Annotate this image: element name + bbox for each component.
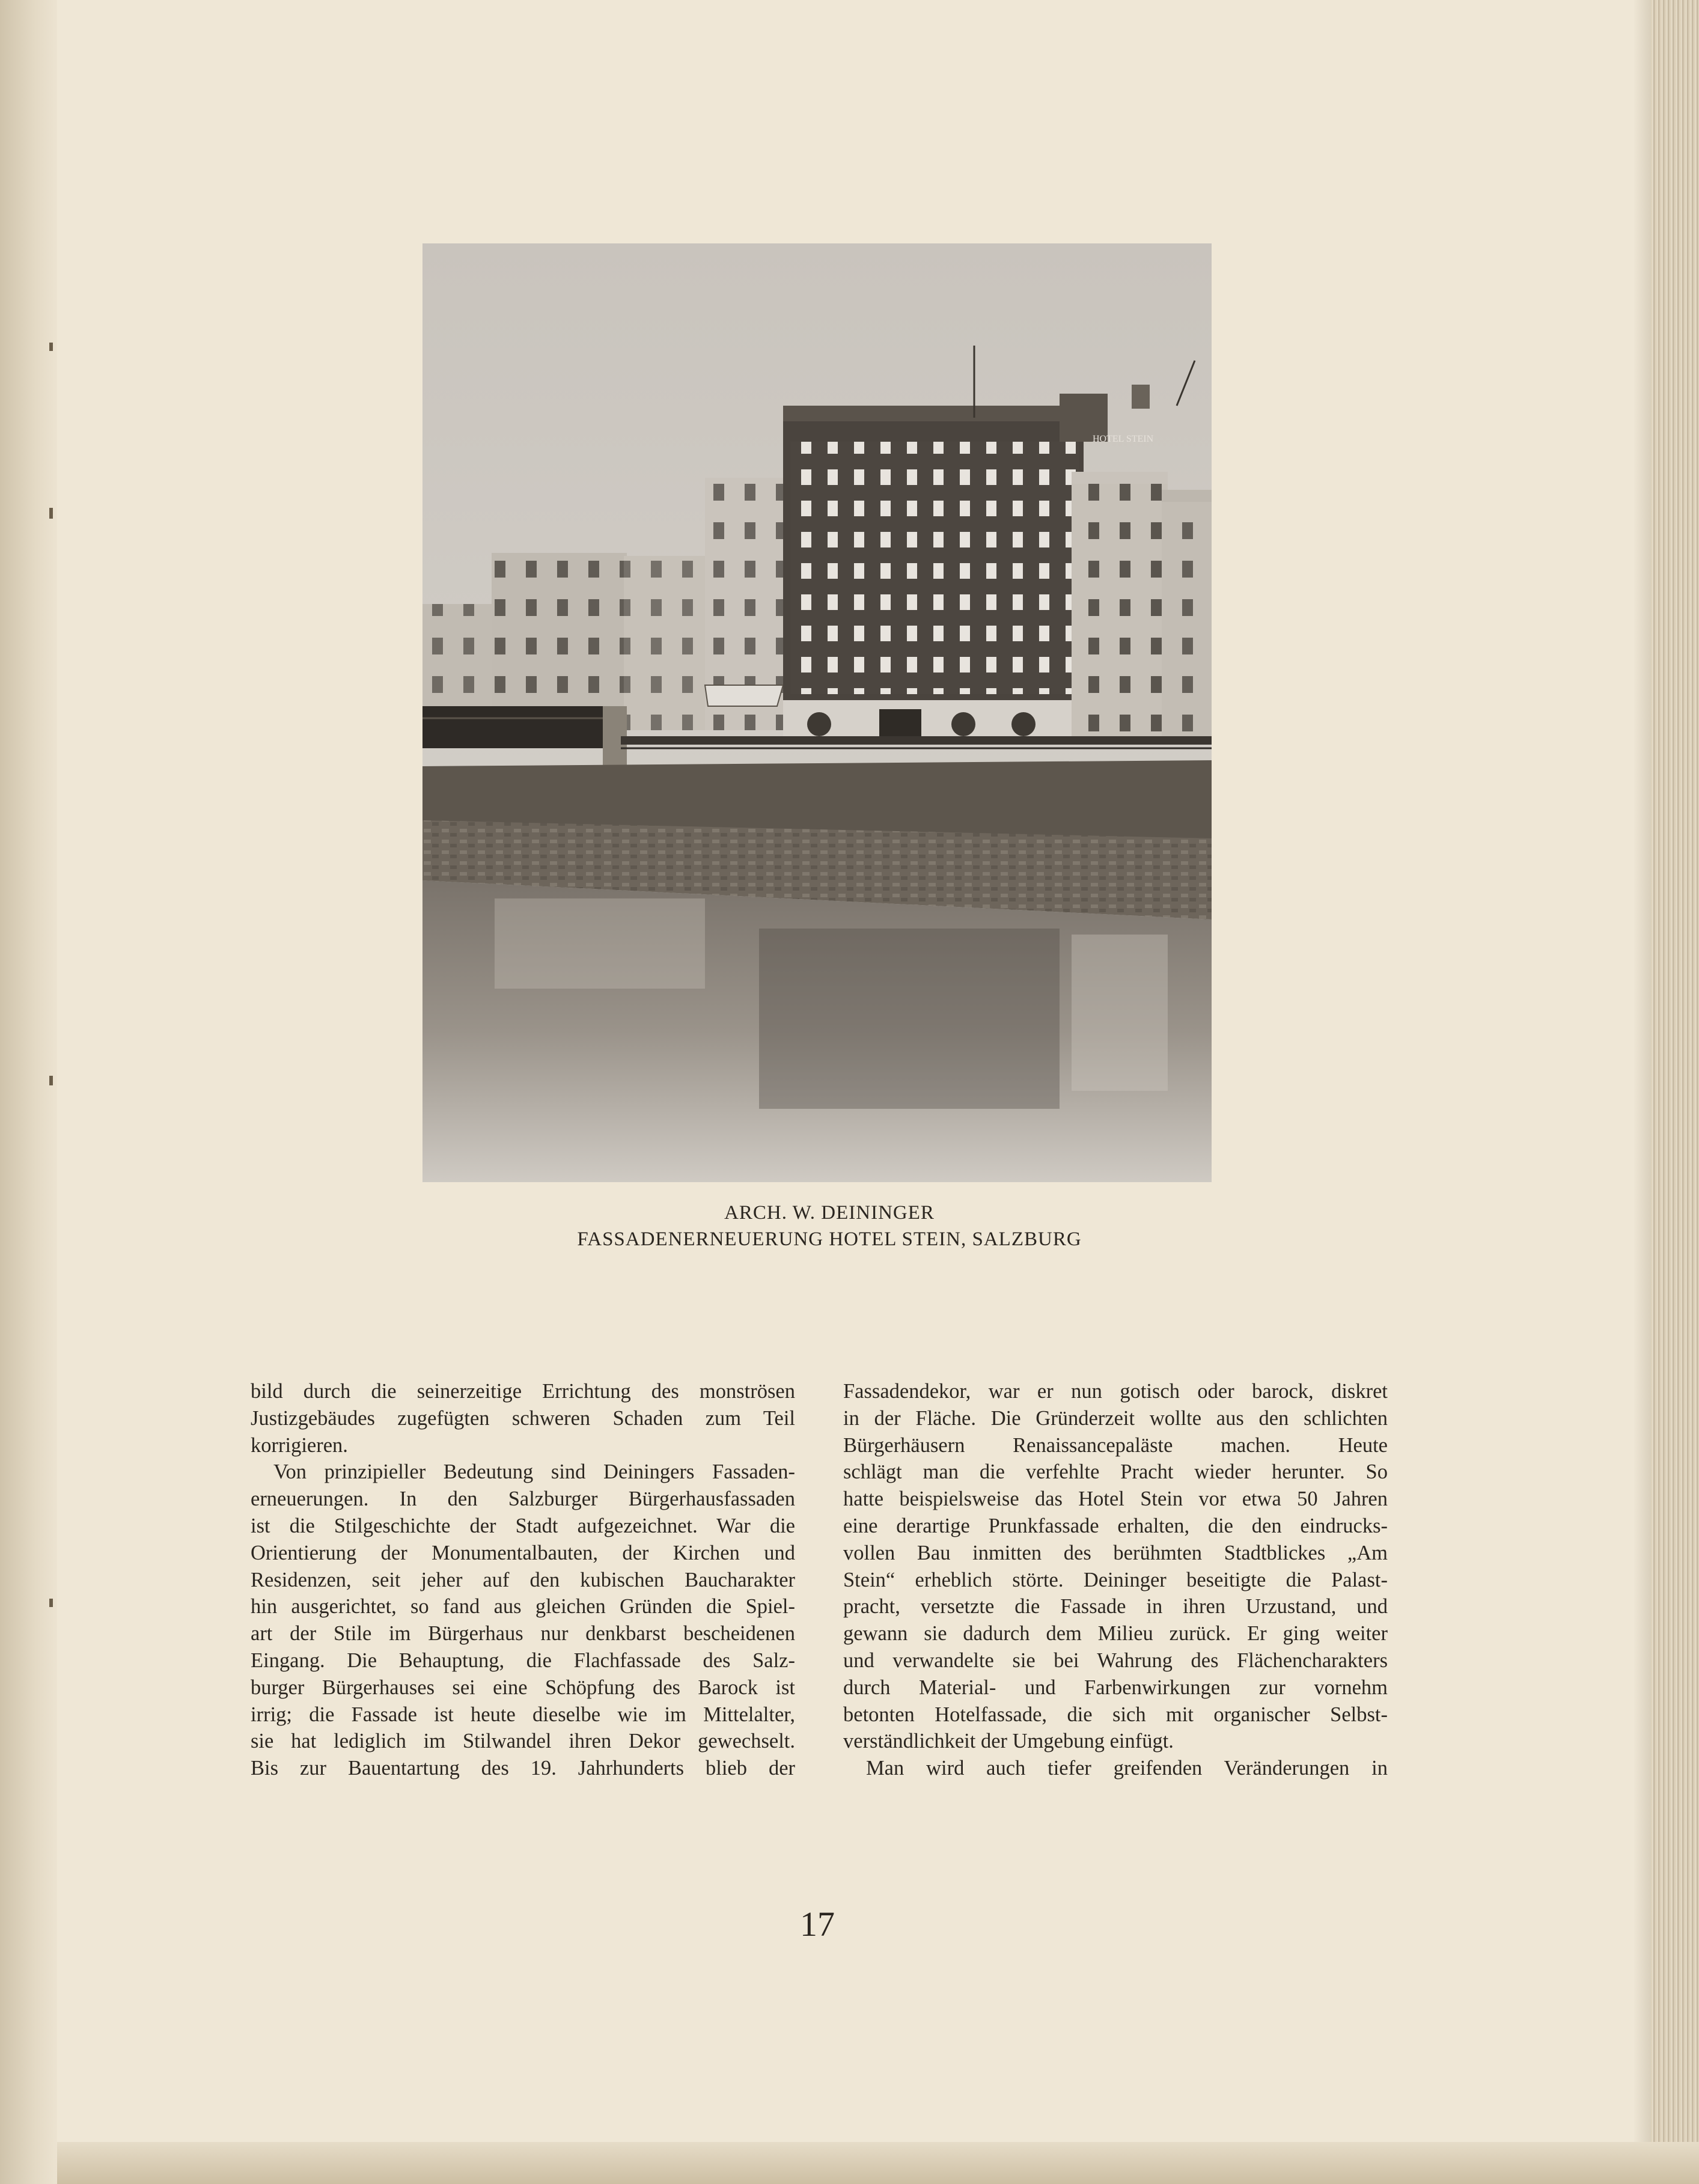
caption-architect: ARCH. W. DEININGER	[724, 1202, 935, 1224]
text-line: und verwandelte sie bei Wahrung des Flächencharakters	[843, 1649, 1388, 1672]
text-line: Bürgerhäusern Renaissancepaläste machen. Heute	[843, 1433, 1388, 1457]
text-line: betonten Hotelfassade, die sich mit organischer Selbst-	[843, 1703, 1388, 1726]
text-line: erneuerungen. In den Salzburger Bürgerhausfassaden	[251, 1487, 795, 1511]
text-line: ist die Stilgeschichte der Stadt aufgezeichnet. War die	[251, 1514, 795, 1537]
page-bottom-edge	[57, 2142, 1699, 2184]
text-line: Stein“ erheblich störte. Deininger beseitigte die Palast-	[843, 1568, 1388, 1591]
gutter-mark	[49, 1599, 53, 1607]
text-line: schlägt man die verfehlte Pracht wieder herunter. So	[843, 1460, 1388, 1484]
text-column-right	[843, 1378, 1388, 1782]
text-line: art der Stile im Bürgerhaus nur denkbarst bescheidenen	[251, 1622, 795, 1646]
text-line: sie hat lediglich im Stilwandel ihren Dekor gewechselt.	[251, 1730, 795, 1753]
gutter-mark	[49, 1076, 53, 1085]
text-line: Man wird auch tiefer greifenden Veränderungen in	[866, 1757, 1388, 1780]
page-gutter	[0, 0, 57, 2184]
text-line: gewann sie dadurch dem Milieu zurück. Er ging weiter	[843, 1622, 1388, 1646]
text-column-left	[251, 1378, 795, 1782]
text-line: burger Bürgerhauses sei eine Schöpfung des Barock ist	[251, 1676, 795, 1699]
hotel-sign-text: HOTEL STEIN	[1093, 434, 1154, 444]
page-number: 17	[800, 1905, 835, 1944]
text-line: hatte beispielsweise das Hotel Stein vor etwa 50 Jahren	[843, 1487, 1388, 1511]
gutter-mark	[49, 343, 53, 351]
text-line: Justizgebäudes zugefügten schweren Schaden zum Teil	[251, 1406, 795, 1430]
hotel-stein-photograph	[422, 243, 1212, 1182]
photo-illustration	[422, 243, 1212, 1182]
gutter-mark	[49, 508, 53, 519]
text-line: Bis zur Bauentartung des 19. Jahrhunderts blieb der	[251, 1757, 795, 1780]
text-line: korrigieren.	[251, 1433, 348, 1457]
caption-title: FASSADENERNEUERUNG HOTEL STEIN, SALZBURG	[577, 1228, 1082, 1250]
text-line: bild durch die seinerzeitige Errichtung des monströsen	[251, 1380, 795, 1403]
text-line: verständlichkeit der Umgebung einfügt.	[843, 1730, 1174, 1753]
text-line: eine derartige Prunkfassade erhalten, die den eindrucks-	[843, 1514, 1388, 1537]
text-line: irrig; die Fassade ist heute dieselbe wie im Mittelalter,	[251, 1703, 795, 1726]
text-line: pracht, versetzte die Fassade in ihren Urzustand, und	[843, 1595, 1388, 1618]
text-line: Von prinzipieller Bedeutung sind Deiningers Fassaden-	[273, 1460, 795, 1484]
photo-caption	[361, 1200, 1298, 1252]
page-edges	[1651, 0, 1699, 2184]
text-line: Eingang. Die Behauptung, die Flachfassade des Salz-	[251, 1649, 795, 1672]
page-edge-shadow	[1633, 0, 1651, 2184]
text-line: vollen Bau inmitten des berühmten Stadtblickes „Am	[843, 1541, 1388, 1564]
text-line: Residenzen, seit jeher auf den kubischen Baucharakter	[251, 1568, 795, 1591]
text-line: Fassadendekor, war er nun gotisch oder barock, diskret	[843, 1380, 1388, 1403]
text-line: in der Fläche. Die Gründerzeit wollte aus den schlichten	[843, 1406, 1388, 1430]
text-line: Orientierung der Monumentalbauten, der Kirchen und	[251, 1541, 795, 1564]
text-line: hin ausgerichtet, so fand aus gleichen Gründen die Spiel-	[251, 1595, 795, 1618]
text-line: durch Material- und Farbenwirkungen zur vornehm	[843, 1676, 1388, 1699]
